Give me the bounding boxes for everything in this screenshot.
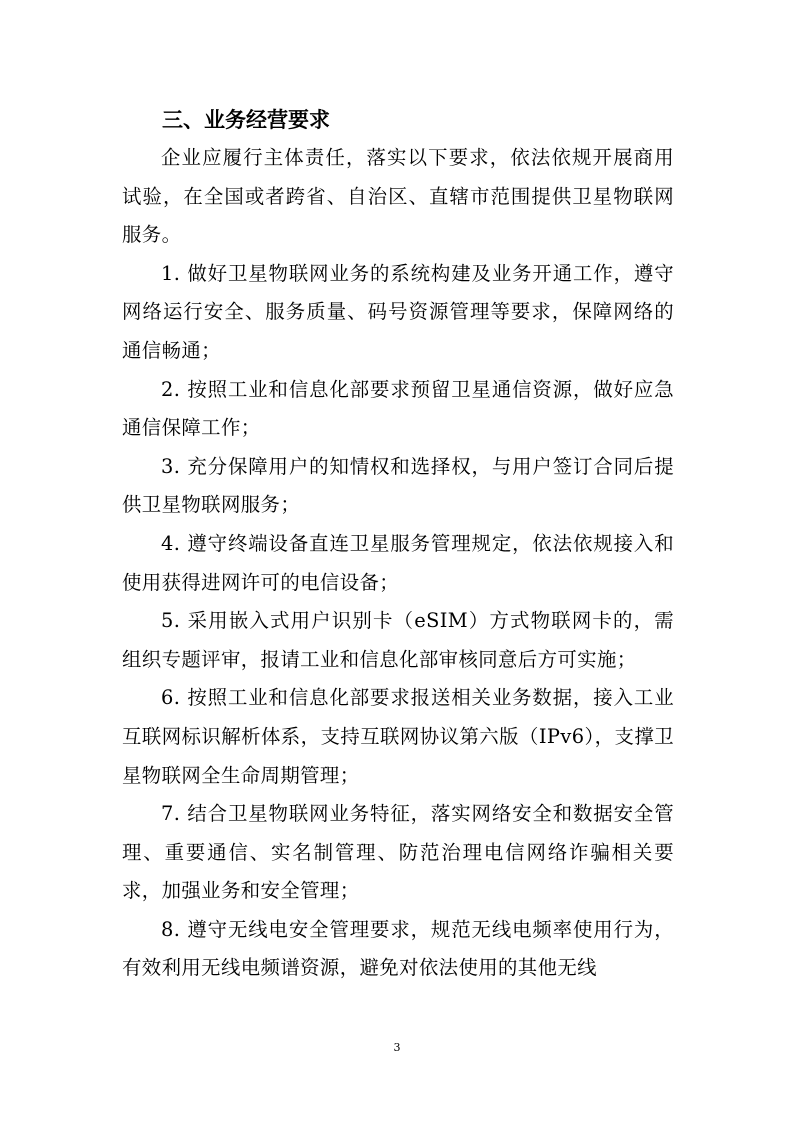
section-heading: 三、业务经营要求 xyxy=(162,108,330,132)
page-number: 3 xyxy=(393,1041,401,1054)
requirement-item-4: 4. 遵守终端设备直连卫星服务管理规定，依法依规接入和使用获得进网许可的电信设备； xyxy=(122,531,674,594)
body-text xyxy=(122,139,674,988)
requirement-item-5: 5. 采用嵌入式用户识别卡（eSIM）方式物联网卡的，需组织专题评审，报请工业和信息化部审核同意后方可实施； xyxy=(122,609,674,671)
intro-paragraph: 企业应履行主体责任，落实以下要求，依法依规开展商用试验，在全国或者跨省、自治区、直辖市范围提供卫星物联网服务。 xyxy=(122,146,674,247)
requirement-item-6: 6. 按照工业和信息化部要求报送相关业务数据，接入工业互联网标识解析体系，支持互联网协议第六版（IPv6），支撑卫星物联网全生命周期管理； xyxy=(122,686,674,787)
requirement-item-8: 8. 遵守无线电安全管理要求，规范无线电频率使用行为，有效利用无线电频谱资源，避免对依法使用的其他无线 xyxy=(122,917,674,980)
requirement-item-1: 1. 做好卫星物联网业务的系统构建及业务开通工作，遵守网络运行安全、服务质量、码号资源管理等要求，保障网络的通信畅通； xyxy=(122,261,674,362)
requirement-item-7: 7. 结合卫星物联网业务特征，落实网络安全和数据安全管理、重要通信、实名制管理、防范治理电信网络诈骗相关要求，加强业务和安全管理； xyxy=(122,802,674,903)
requirement-item-3: 3. 充分保障用户的知情权和选择权，与用户签订合同后提供卫星物联网服务； xyxy=(122,454,674,517)
requirement-item-2: 2. 按照工业和信息化部要求预留卫星通信资源，做好应急通信保障工作； xyxy=(122,377,674,440)
